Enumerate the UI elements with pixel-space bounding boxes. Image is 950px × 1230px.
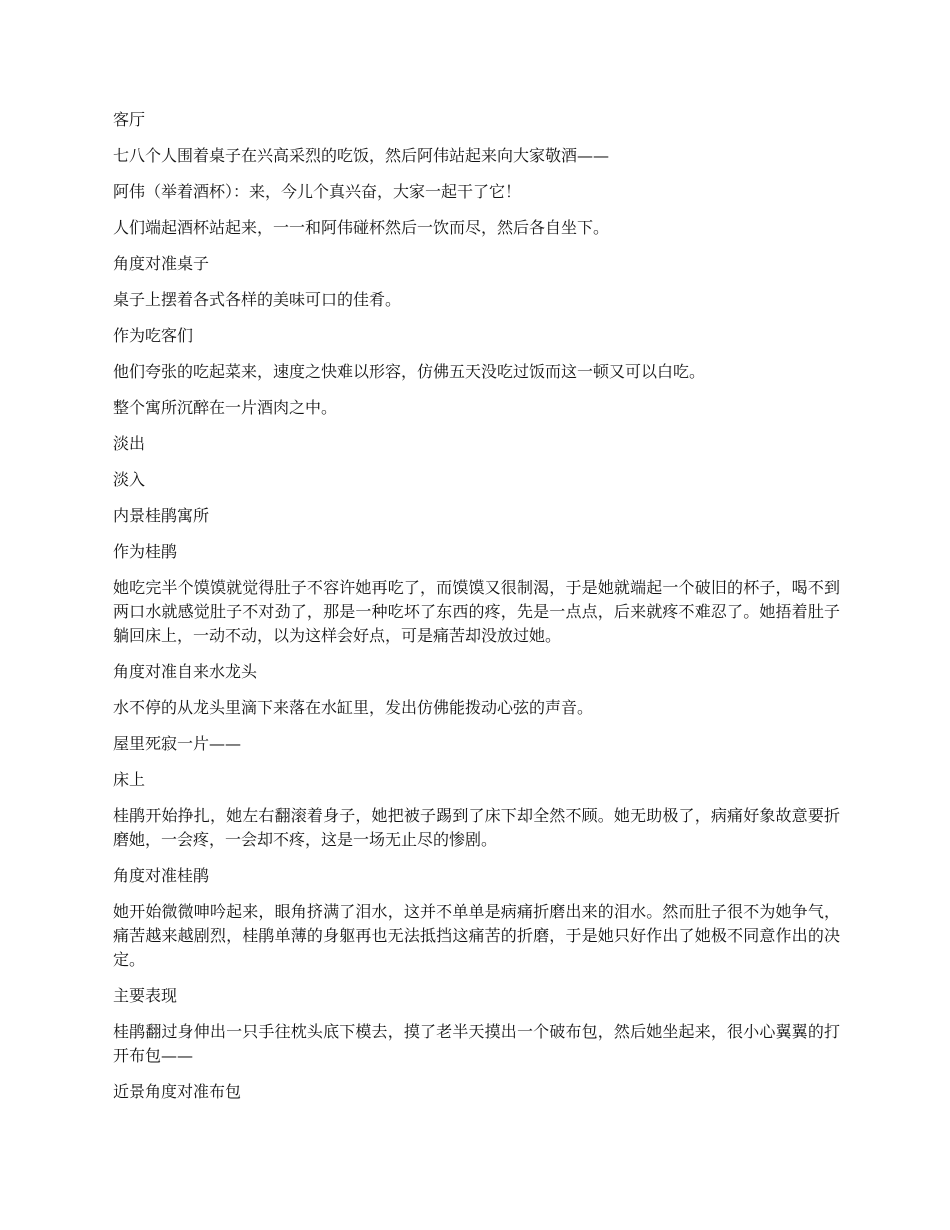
- shot-direction: 角度对准桂鹃: [113, 866, 210, 885]
- scene-heading: 床上: [113, 770, 146, 789]
- document-body: [113, 108, 840, 1116]
- dialogue-paragraph: 阿伟（举着酒杯）：来，今儿个真兴奋，大家一起干了它！: [113, 182, 522, 201]
- action-paragraph: 七八个人围着桌子在兴高采烈的吃饭，然后阿伟站起来向大家敬酒——: [113, 146, 610, 165]
- shot-direction: 近景角度对准布包: [113, 1082, 242, 1101]
- action-paragraph: 她吃完半个馍馍就觉得肚子不容许她再吃了，而馍馍又很制渴，于是她就端起一个破旧的杯子，喝不到两口水就感觉肚子不对劲了，那是一种吃坏了东西的疼，先是一点点，后来就疼不难忍了。她捂着肚子躺回床上，一动不动，以为这样会好点，可是痛苦却没放过她。: [113, 578, 840, 645]
- action-paragraph: 她开始微微呻吟起来，眼角挤满了泪水，这并不单单是病痛折磨出来的泪水。然而肚子很不为她争气，痛苦越来越剧烈，桂鹃单薄的身躯再也无法抵挡这痛苦的折磨，于是她只好作出了她极不同意作出的决定。: [113, 902, 840, 969]
- action-paragraph: 水不停的从龙头里滴下来落在水缸里，发出仿佛能拨动心弦的声音。: [113, 698, 594, 717]
- action-paragraph: 他们夸张的吃起菜来，速度之快难以形容，仿佛五天没吃过饭而这一顿又可以白吃。: [113, 362, 706, 381]
- action-paragraph: 桂鹃翻过身伸出一只手往枕头底下模去，摸了老半天摸出一个破布包，然后她坐起来，很小心翼翼的打开布包——: [113, 1022, 840, 1065]
- action-paragraph: 桂鹃开始挣扎，她左右翻滚着身子，她把被子踢到了床下却全然不顾。她无助极了，病痛好象故意要折磨她，一会疼，一会却不疼，这是一场无止尽的惨剧。: [113, 806, 840, 849]
- transition-direction: 淡入: [113, 470, 146, 489]
- action-paragraph: 整个寓所沉醉在一片酒肉之中。: [113, 398, 338, 417]
- scene-heading: 内景桂鹃寓所: [113, 506, 210, 525]
- action-paragraph: 人们端起酒杯站起来，一一和阿伟碰杯然后一饮而尽，然后各自坐下。: [113, 218, 610, 237]
- shot-direction: 作为吃客们: [113, 326, 194, 345]
- action-paragraph: 屋里死寂一片——: [113, 734, 242, 753]
- transition-direction: 淡出: [113, 434, 146, 453]
- action-paragraph: 桌子上摆着各式各样的美味可口的佳肴。: [113, 290, 402, 309]
- shot-direction: 角度对准桌子: [113, 254, 210, 273]
- shot-direction: 主要表现: [113, 986, 178, 1005]
- shot-direction: 作为桂鹃: [113, 542, 178, 561]
- scene-heading: 客厅: [113, 110, 146, 129]
- shot-direction: 角度对准自来水龙头: [113, 662, 258, 681]
